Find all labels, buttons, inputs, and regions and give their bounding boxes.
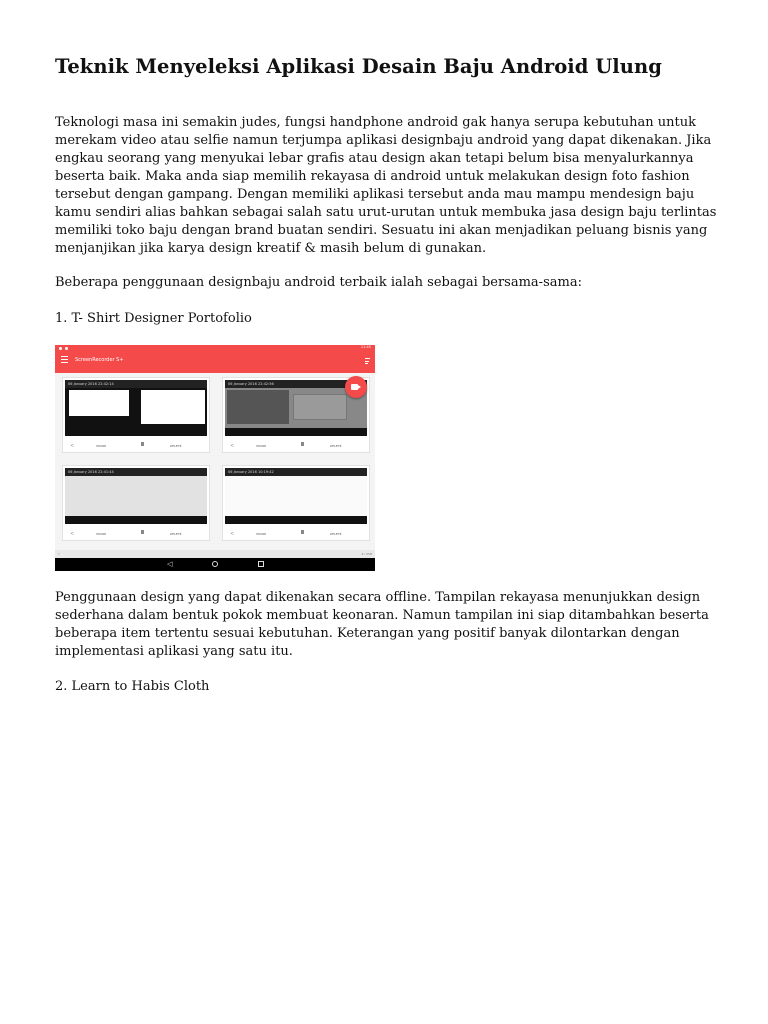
text-line: sederhana dalam bentuk pokok membuat keonaran. Namun tampilan ini siap ditambahkan beserta: [55, 608, 709, 623]
trash-icon[interactable]: [301, 442, 304, 446]
recording-date: 06 January 2016 22:42:14: [68, 382, 114, 386]
back-arrow-icon[interactable]: ‹: [58, 551, 60, 556]
recording-date: 06 January 2016 10:19:42: [228, 470, 274, 474]
trash-icon[interactable]: [301, 530, 304, 534]
delete-button[interactable]: DELETE: [170, 444, 182, 448]
card-actions: [63, 438, 209, 452]
list-intro: Beberapa penggunaan designbaju android terbaik ialah sebagai bersama-sama:: [55, 275, 582, 290]
delete-button[interactable]: DELETE: [170, 532, 182, 536]
nav-recent-icon[interactable]: [258, 561, 264, 567]
share-button[interactable]: SHARE: [256, 444, 267, 448]
trash-icon[interactable]: [141, 442, 144, 446]
card-actions: [63, 526, 209, 540]
filter-icon[interactable]: [365, 358, 370, 364]
article-title: Teknik Menyeleksi Aplikasi Desain Baju Android Ulung: [55, 55, 662, 78]
text-line: engkau seorang yang menyukai lebar grafis atau design akan tetapi belum bisa menyalurkannya: [55, 151, 694, 166]
recording-date: 06 January 2016 22:41:44: [68, 470, 114, 474]
item2-heading: 2. Learn to Habis Cloth: [55, 679, 210, 694]
recording-card[interactable]: [222, 465, 370, 541]
text-line: memiliki toko baju dengan brand buatan sendiri. Sesuatu ini akan menjadikan peluang bisnis yang: [55, 223, 708, 238]
trash-icon[interactable]: [141, 530, 144, 534]
card-actions: [223, 526, 369, 540]
recording-date: 06 January 2016 22:42:56: [228, 382, 274, 386]
share-icon[interactable]: <: [70, 531, 75, 537]
nav-home-icon[interactable]: [212, 561, 218, 567]
share-icon[interactable]: <: [230, 531, 235, 537]
item-count: 4 / 558: [361, 552, 372, 556]
recording-card[interactable]: [62, 377, 210, 453]
text-line: beserta baik. Maka anda siap memilih rekayasa di android untuk melakukan design foto fashion: [55, 169, 690, 184]
list-footer: [55, 550, 375, 558]
share-button[interactable]: SHARE: [256, 532, 267, 536]
app-title: ScreenRecorder S+: [75, 357, 124, 363]
intro-paragraph: [55, 114, 715, 258]
text-line: kamu sendiri alias bahkan sebagai salah satu urut-urutan untuk membuka jasa design baju terlintas: [55, 205, 717, 220]
text-line: merekam video atau selfie namun terjumpa aplikasi designbaju android yang dapat dikenakan. Jika: [55, 133, 712, 148]
delete-button[interactable]: DELETE: [330, 532, 342, 536]
notification-icon: [65, 347, 68, 350]
card-actions: [223, 438, 369, 452]
app-bar: [55, 351, 375, 373]
share-button[interactable]: SHARE: [96, 444, 107, 448]
text-line: implementasi aplikasi yang satu itu.: [55, 644, 293, 659]
delete-button[interactable]: DELETE: [330, 444, 342, 448]
android-nav-bar: [55, 558, 375, 571]
recording-card[interactable]: [62, 465, 210, 541]
status-time: 11:45: [360, 345, 371, 349]
share-button[interactable]: SHARE: [96, 532, 107, 536]
menu-icon[interactable]: [61, 356, 68, 363]
share-icon[interactable]: <: [70, 443, 75, 449]
text-line: beberapa item tertentu sesuai kebutuhan. Keterangan yang positif banyak dilontarkan dengan: [55, 626, 680, 641]
text-line: tersebut dengan gampang. Dengan memiliki aplikasi tersebut anda mau mampu mendesign baju: [55, 187, 695, 202]
nav-back-icon[interactable]: ◁: [167, 560, 173, 568]
app-screenshot: [55, 345, 375, 571]
item1-heading: 1. T- Shirt Designer Portofolio: [55, 311, 252, 326]
text-line: menjanjikan jika karya design kreatif & masih belum di gunakan.: [55, 241, 487, 256]
record-video-icon: [351, 384, 358, 390]
notification-icon: [59, 347, 62, 350]
record-button[interactable]: [345, 376, 367, 398]
item1-description: [55, 589, 715, 661]
text-line: Teknologi masa ini semakin judes, fungsi handphone android gak hanya serupa kebutuhan untuk: [55, 115, 696, 130]
text-line: Penggunaan design yang dapat dikenakan secara offline. Tampilan rekayasa menunjukkan design: [55, 590, 701, 605]
share-icon[interactable]: <: [230, 443, 235, 449]
